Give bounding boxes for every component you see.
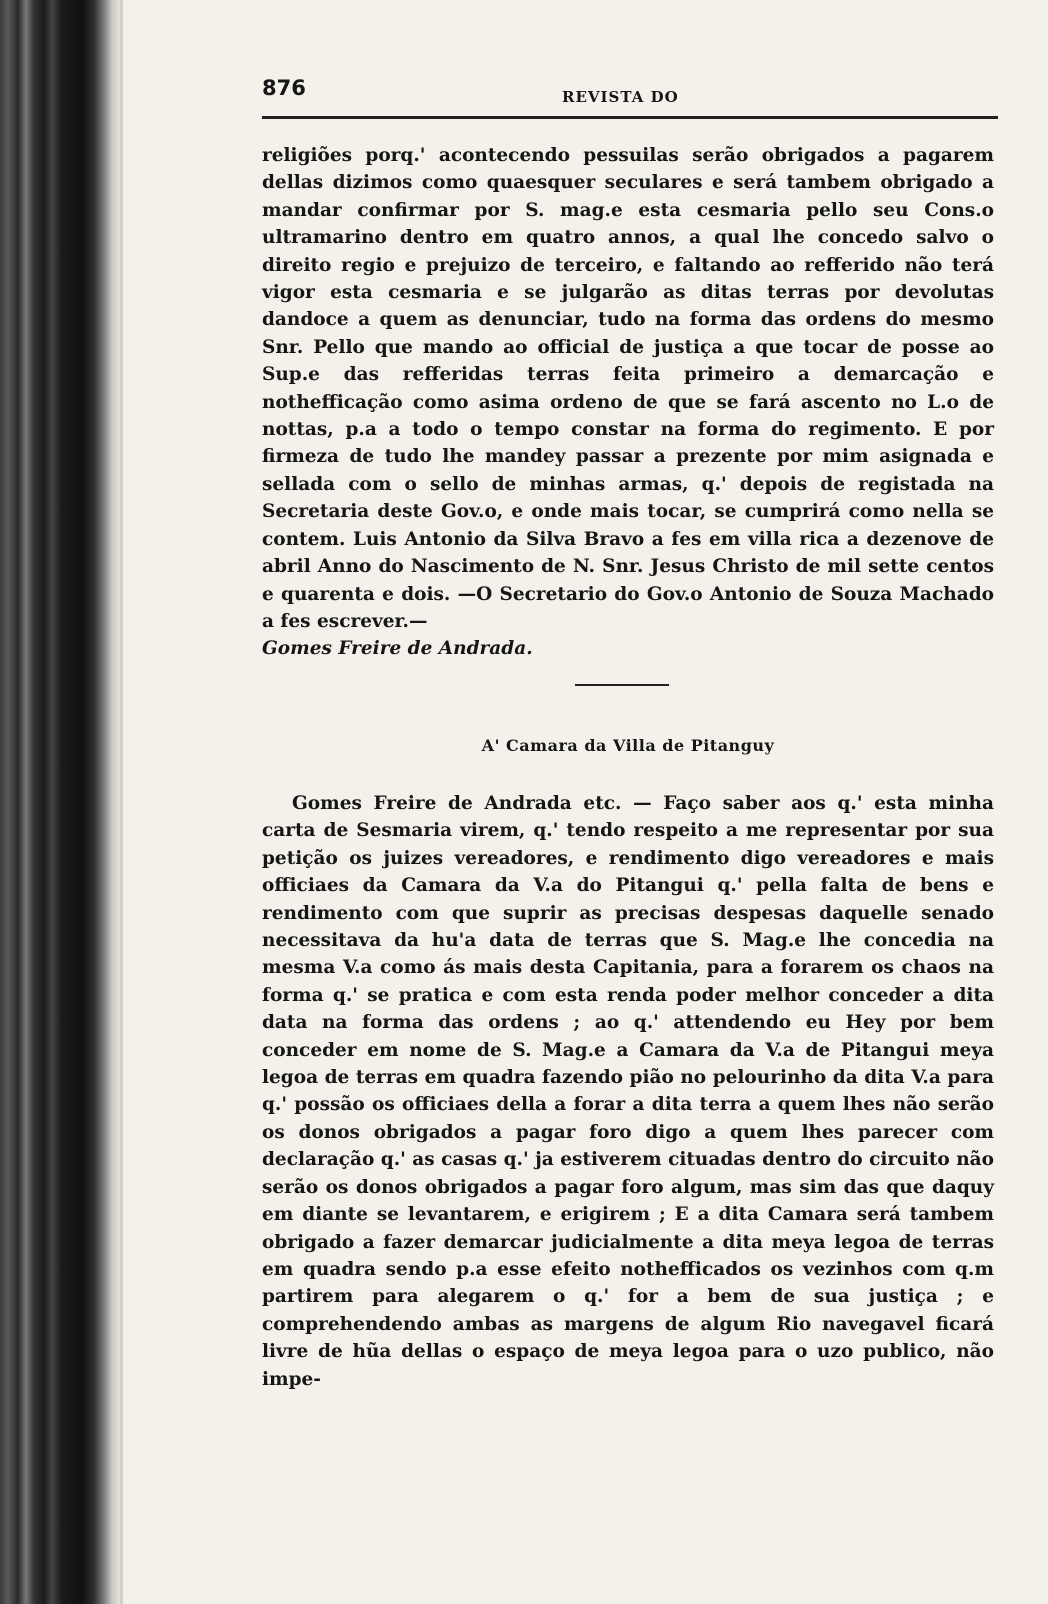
header-rule — [262, 116, 998, 119]
book-spine-shadow — [0, 0, 124, 1604]
section-title: A' Camara da Villa de Pitanguy — [481, 736, 775, 755]
text-block-1 — [262, 142, 994, 663]
gutter-edge — [120, 0, 123, 1604]
paragraph-2: Gomes Freire de Andrada etc. — Faço saber aos q.' esta minha carta de Sesmaria virem, q.' tendo respeito a me representar por sua petição os juizes vereadores, e rendimento digo vereadores e mais officiaes da Camara da V.a do Pitangui q.' pella falta de bens e rendimento com que suprir as precisas despesas daquelle senado necessitava da hu'a data de terras que S. Mag.e lhe concedia na mesma V.a como ás mais desta Capitania, para a forarem os chaos na forma q.' se pratica e com esta renda poder melhor conceder a dita data na forma das ordens ; ao q.' attendendo eu Hey por bem conceder em nome de S. Mag.e a Camara da V.a de Pitangui meya legoa de terras em quadra fazendo pião no pelourinho da dita V.a para q.' possão os officiaes della a forar a dita terra a quem lhes não serão os donos obrigados a pagar foro digo a quem lhes parecer com declaração q.' as casas q.' ja estiverem cituadas dentro do circuito não serão os donos obrigados a pagar foro algum, mas sim das que daquy em diante se levantarem, e erigirem ; E a dita Camara será tambem obrigado a fazer demarcar judicialmente a dita meya legoa de terras em quadra sendo p.a esse efeito nothefficados os vezinhos com q.m partirem para alegarem o q.' for a bem de sua justiça ; e comprehendendo ambas as margens de algum Rio navegavel ficará livre de hũa dellas o espaço de meya legoa para o uzo publico, não impe- — [262, 793, 994, 1390]
text-block-2 — [262, 790, 994, 1393]
running-title: REVISTA DO — [562, 88, 679, 106]
paragraph-1: religiões porq.' acontecendo pessuilas serão obrigados a pagarem dellas dizimos como quaesquer seculares e será tambem obrigado a mandar confirmar por S. mag.e esta cesmaria pello seu Cons.o ultramarino dentro em quatro annos, a qual lhe concedo salvo o direito regio e prejuizo de terceiro, e faltando ao refferido não terá vigor esta cesmaria e se julgarão as ditas terras por devolutas dandoce a quem as denunciar, tudo na forma das ordens do mesmo Snr. Pello que mando ao official de justiça a que tocar de posse ao Sup.e das refferidas terras feita primeiro a demarcação e nothefficação como asima ordeno de que se fará ascento no L.o de nottas, p.a a todo o tempo constar na forma do regimento. E por firmeza de tudo lhe mandey passar a prezente por mim asignada e sellada com o sello de minhas armas, q.' depois de registada na Secretaria deste Gov.o, e onde mais tocar, se cumprirá como nella se contem. Luis Antonio da Silva Bravo a fes em villa rica a dezenove de abril Anno do Nascimento de N. Snr. Jesus Christo de mil sette centos e quarenta e dois. —O Secretario do Gov.o Antonio de Souza Machado a fes escrever.— — [262, 145, 994, 632]
page-number: 876 — [262, 76, 306, 100]
page-header — [262, 72, 994, 112]
section-separator — [575, 684, 669, 686]
signature: Gomes Freire de Andrada. — [262, 638, 533, 660]
